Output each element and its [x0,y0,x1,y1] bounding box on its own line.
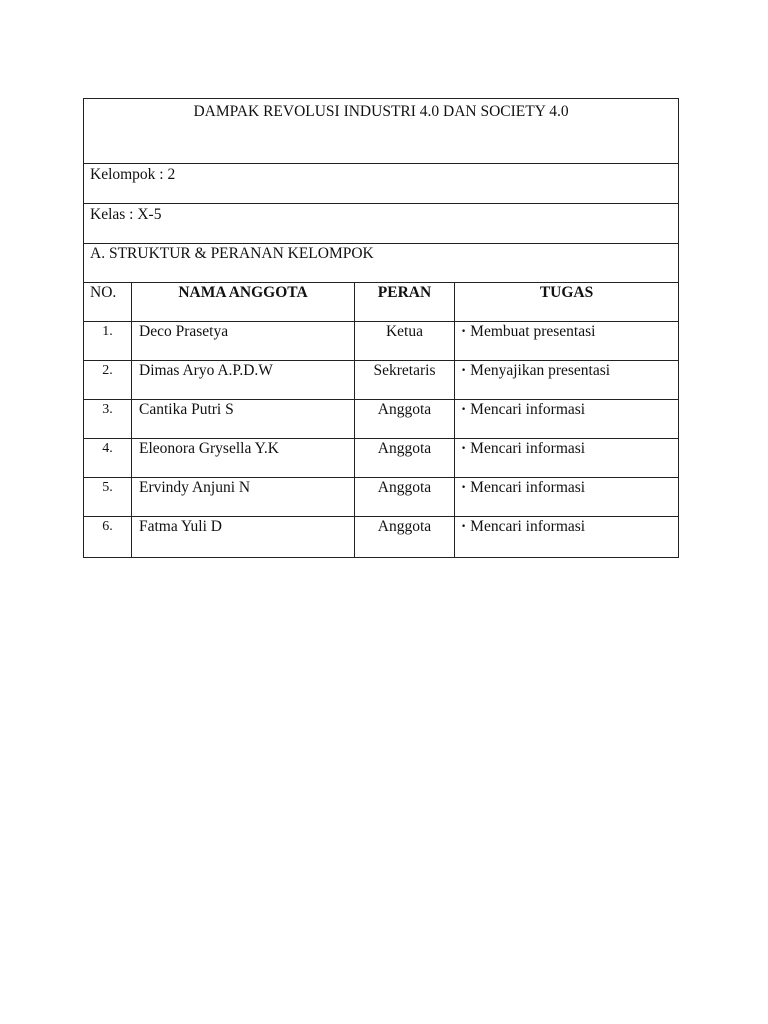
bullet-icon: · [461,440,467,457]
kelompok-row [84,164,679,204]
section-row [84,244,679,283]
task-text: Mencari informasi [470,440,586,457]
bullet-icon: · [461,401,467,418]
table-row [84,322,679,361]
task-text: Mencari informasi [470,479,586,496]
member-task [455,478,679,517]
task-text: Membuat presentasi [470,323,596,340]
member-name: Dimas Aryo A.P.D.W [132,361,355,400]
table-row [84,361,679,400]
bullet-icon: · [461,518,467,535]
table-row [84,400,679,439]
task-text: Menyajikan presentasi [470,362,611,379]
row-number: 6. [84,517,132,558]
table-row [84,439,679,478]
row-number: 2. [84,361,132,400]
table-header-row [84,283,679,322]
member-role: Sekretaris [355,361,455,400]
member-role: Anggota [355,400,455,439]
header-nama: NAMA ANGGOTA [132,283,355,322]
task-text: Mencari informasi [470,401,586,418]
member-role: Ketua [355,322,455,361]
header-peran: PERAN [355,283,455,322]
task-text: Mencari informasi [470,518,586,535]
header-tugas: TUGAS [455,283,679,322]
bullet-icon: · [461,362,467,379]
kelas-row [84,204,679,244]
member-task [455,439,679,478]
member-name: Cantika Putri S [132,400,355,439]
member-task [455,322,679,361]
member-role: Anggota [355,439,455,478]
member-role: Anggota [355,517,455,558]
member-role: Anggota [355,478,455,517]
section-title: A. STRUKTUR & PERANAN KELOMPOK [84,244,679,283]
kelompok-label: Kelompok : 2 [84,164,679,204]
member-name: Eleonora Grysella Y.K [132,439,355,478]
table-row [84,517,679,558]
member-task [455,400,679,439]
bullet-icon: · [461,323,467,340]
title-row [84,99,679,164]
row-number: 5. [84,478,132,517]
member-name: Deco Prasetya [132,322,355,361]
group-structure-table [83,98,679,558]
header-no: NO. [84,283,132,322]
bullet-icon: · [461,479,467,496]
member-task [455,517,679,558]
row-number: 4. [84,439,132,478]
kelas-label: Kelas : X-5 [84,204,679,244]
table-row [84,478,679,517]
member-name: Ervindy Anjuni N [132,478,355,517]
document-title: DAMPAK REVOLUSI INDUSTRI 4.0 DAN SOCIETY 4.0 [84,99,679,164]
member-name: Fatma Yuli D [132,517,355,558]
row-number: 1. [84,322,132,361]
member-task [455,361,679,400]
row-number: 3. [84,400,132,439]
